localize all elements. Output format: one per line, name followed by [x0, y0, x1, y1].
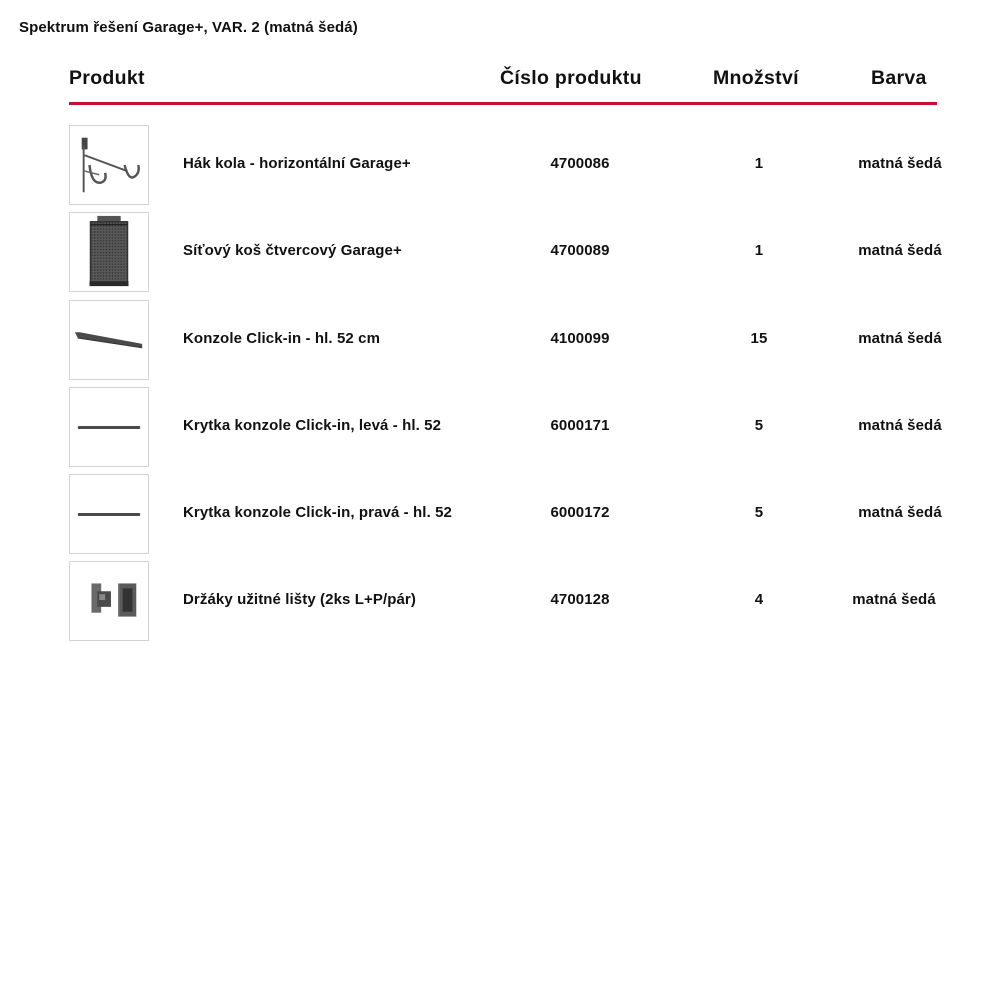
product-quantity: 4 — [754, 591, 764, 608]
rail-holder-icon — [70, 562, 148, 640]
product-color: matná šedá — [858, 417, 942, 434]
header-divider — [69, 102, 937, 105]
product-number: 4700128 — [550, 591, 610, 608]
product-thumbnail — [69, 561, 149, 641]
product-color: matná šedá — [858, 330, 942, 347]
product-quantity: 5 — [754, 504, 764, 521]
bike-hook-icon — [70, 126, 148, 204]
table-row — [0, 561, 1000, 643]
product-quantity: 1 — [754, 155, 764, 172]
product-number: 4100099 — [550, 330, 610, 347]
product-quantity: 5 — [754, 417, 764, 434]
product-thumbnail — [69, 125, 149, 205]
page-title: Spektrum řešení Garage+, VAR. 2 (matná šedá) — [19, 19, 358, 36]
product-thumbnail — [69, 212, 149, 292]
product-name: Krytka konzole Click-in, levá - hl. 52 — [183, 417, 442, 434]
product-quantity: 1 — [754, 242, 764, 259]
column-header-product-number: Číslo produktu — [500, 67, 642, 89]
product-number: 6000171 — [550, 417, 610, 434]
table-row — [0, 125, 1000, 207]
product-thumbnail — [69, 474, 149, 554]
product-name: Konzole Click-in - hl. 52 cm — [183, 330, 381, 347]
column-header-quantity: Množství — [713, 67, 799, 89]
product-color: matná šedá — [858, 242, 942, 259]
product-number: 4700086 — [550, 155, 610, 172]
product-color: matná šedá — [858, 504, 942, 521]
column-header-product: Produkt — [69, 67, 145, 89]
column-header-color: Barva — [871, 67, 927, 89]
table-row — [0, 387, 1000, 469]
product-name: Síťový koš čtvercový Garage+ — [183, 242, 402, 259]
product-quantity: 15 — [750, 330, 768, 347]
product-number: 6000172 — [550, 504, 610, 521]
table-row — [0, 212, 1000, 294]
product-color: matná šedá — [852, 591, 936, 608]
product-name: Hák kola - horizontální Garage+ — [183, 155, 411, 172]
console-bracket-icon — [70, 301, 148, 379]
bracket-cover-icon — [70, 388, 148, 466]
product-name: Držáky užitné lišty (2ks L+P/pár) — [183, 591, 416, 608]
mesh-basket-icon — [70, 213, 148, 291]
table-row — [0, 300, 1000, 382]
bracket-cover-icon — [70, 475, 148, 553]
product-name: Krytka konzole Click-in, pravá - hl. 52 — [183, 504, 452, 521]
product-number: 4700089 — [550, 242, 610, 259]
table-row — [0, 474, 1000, 556]
product-thumbnail — [69, 300, 149, 380]
product-color: matná šedá — [858, 155, 942, 172]
product-thumbnail — [69, 387, 149, 467]
